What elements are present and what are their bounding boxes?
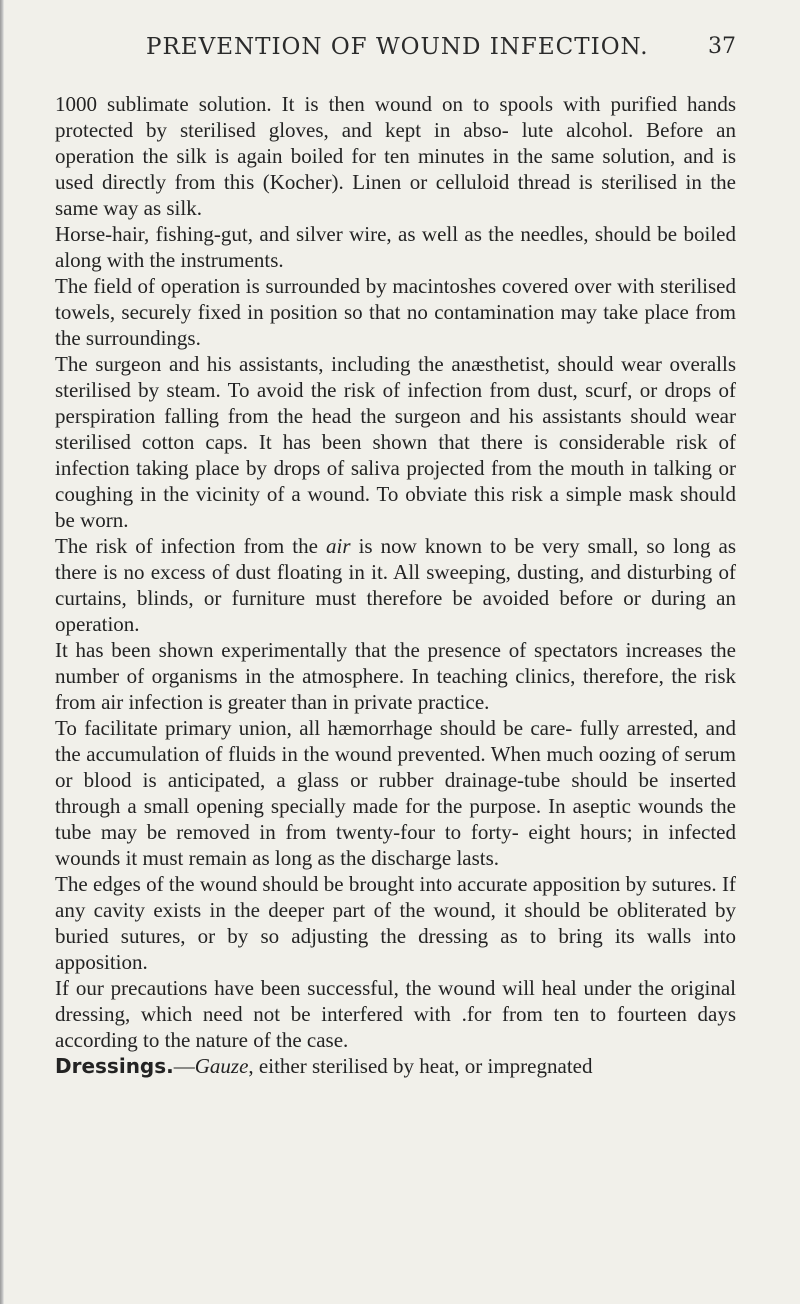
running-title: PREVENTION OF WOUND INFECTION. xyxy=(146,34,649,60)
paragraph-sutures: The edges of the wound should be brought into accurate apposition by sutures. If any cavity exists in the deeper part of the wound, it should be obliterated by buried sutures, or by so adjusting the dressing as to bring its walls into apposition. xyxy=(55,872,736,974)
dressings-gauze: Gauze xyxy=(194,1054,249,1078)
dressings-heading: Dressings. xyxy=(55,1054,174,1078)
page-edge-shadow xyxy=(0,0,4,1304)
body-text xyxy=(55,91,736,1079)
paragraph-silk-sterilisation: 1000 sublimate solution. It is then wound on to spools with purified hands protected by sterilised gloves, and kept in abso- lute alcohol. Before an operation the silk is again boiled for ten minutes in the same solution, and is used directly from this (Kocher). Linen or celluloid thread is sterilised in the same way as silk. xyxy=(55,92,736,220)
air-infection-after: is now known to be very small, so long as there is no excess of dust floating in it. All sweeping, dusting, and disturbing of curtains, blinds, or furniture must therefore be avoided before or during an operation. xyxy=(55,534,736,636)
dressings-dash: — xyxy=(173,1054,195,1078)
paragraph-dressings xyxy=(55,1053,736,1079)
air-infection-italic: air xyxy=(326,534,351,558)
paragraph-healing: If our precautions have been successful, the wound will heal under the original dressing, which need not be interfered with .for from ten to fourteen days according to the nature of the case. xyxy=(55,976,736,1052)
paragraph-spectators: It has been shown experimentally that the presence of spectators increases the number of organisms in the atmosphere. In teaching clinics, therefore, the risk from air infection is greater than in private practice. xyxy=(55,638,736,714)
page-header xyxy=(0,34,800,64)
paragraph-horse-hair: Horse-hair, fishing-gut, and silver wire, as well as the needles, should be boiled along with the instruments. xyxy=(55,222,736,272)
page-number: 37 xyxy=(708,34,736,59)
air-infection-before: The risk of infection from the xyxy=(55,534,327,558)
dressings-after: , either sterilised by heat, or impregnated xyxy=(248,1054,593,1078)
paragraph-air-infection xyxy=(55,533,736,637)
paragraph-surgeon-attire: The surgeon and his assistants, including the anæsthetist, should wear overalls sterilised by steam. To avoid the risk of infection from dust, scurf, or drops of perspiration falling from the head the surgeon and his assistants should wear sterilised cotton caps. It has been shown that there is considerable risk of infection taking place by drops of saliva projected from the mouth in talking or coughing in the vicinity of a wound. To obviate this risk a simple mask should be worn. xyxy=(55,352,736,532)
paragraph-primary-union: To facilitate primary union, all hæmorrhage should be care- fully arrested, and the accumulation of fluids in the wound prevented. When much oozing of serum or blood is anticipated, a glass or rubber drainage-tube should be inserted through a small opening specially made for the purpose. In aseptic wounds the tube may be removed in from twenty-four to forty- eight hours; in infected wounds it must remain as long as the discharge lasts. xyxy=(55,716,736,870)
paragraph-field-of-operation: The field of operation is surrounded by macintoshes covered over with sterilised towels, securely fixed in position so that no contamination may take place from the surroundings. xyxy=(55,274,736,350)
